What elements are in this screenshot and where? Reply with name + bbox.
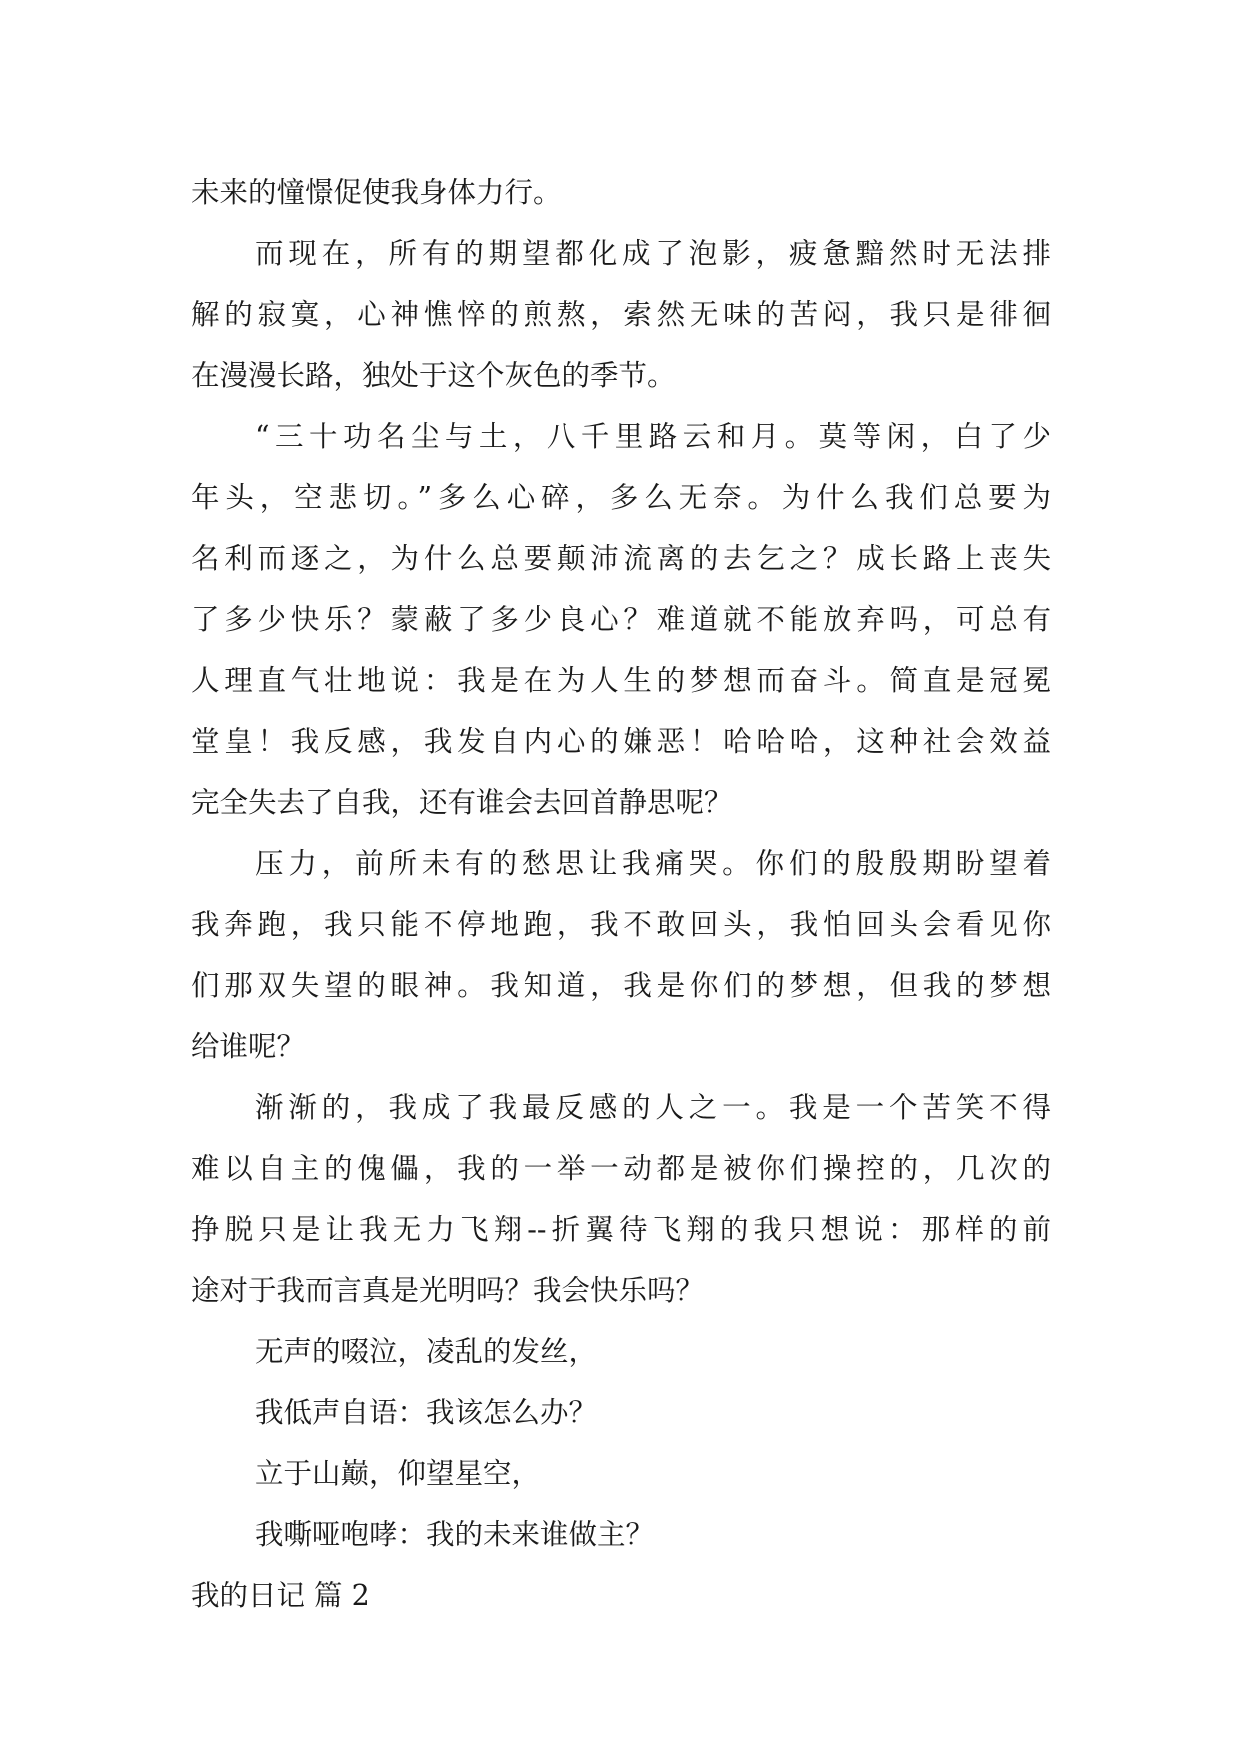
text-line: 难以自主的傀儡，我的一举一动都是被你们操控的，几次的 — [191, 1152, 1051, 1185]
paragraph — [191, 833, 1051, 1077]
text-line: 堂皇！我反感，我发自内心的嫌恶！哈哈哈，这种社会效益 — [191, 725, 1051, 758]
text-line: 们那双失望的眼神。我知道，我是你们的梦想，但我的梦想 — [191, 969, 1051, 1002]
text-line: 而现在，所有的期望都化成了泡影，疲惫黯然时无法排 — [255, 237, 1051, 270]
poem-line: 我低声自语：我该怎么办？ — [255, 1396, 598, 1429]
poem-line: 我嘶哑咆哮：我的未来谁做主？ — [255, 1518, 655, 1551]
document-page — [191, 162, 1051, 1626]
poem-line: 立于山巅，仰望星空， — [255, 1457, 541, 1490]
text-line: “三十功名尘与土，八千里路云和月。莫等闲，白了少 — [255, 420, 1051, 453]
paragraph — [191, 1077, 1051, 1321]
text-line: 人理直气壮地说：我是在为人生的梦想而奋斗。简直是冠冕 — [191, 664, 1051, 697]
text-line: 在漫漫长路，独处于这个灰色的季节。 — [191, 359, 676, 392]
text-line: 我奔跑，我只能不停地跑，我不敢回头，我怕回头会看见你 — [191, 908, 1051, 941]
text-line: 未来的憧憬促使我身体力行。 — [191, 176, 562, 209]
text-line: 名利而逐之，为什么总要颠沛流离的去乞之？成长路上丧失 — [191, 542, 1051, 575]
poem-line: 无声的啜泣，凌乱的发丝， — [255, 1335, 598, 1368]
text-line: 压力，前所未有的愁思让我痛哭。你们的殷殷期盼望着 — [255, 847, 1051, 880]
text-line: 途对于我而言真是光明吗？我会快乐吗？ — [191, 1274, 705, 1307]
paragraph — [191, 223, 1051, 406]
poem-block — [191, 1321, 1051, 1565]
paragraph — [191, 406, 1051, 833]
text-line: 解的寂寞，心神憔悴的煎熬，索然无味的苦闷，我只是徘徊 — [191, 298, 1051, 331]
text-line: 给谁呢？ — [191, 1030, 306, 1063]
text-line: 了多少快乐？蒙蔽了多少良心？难道就不能放弃吗，可总有 — [191, 603, 1051, 636]
text-line: 挣脱只是让我无力飞翔--折翼待飞翔的我只想说：那样的前 — [191, 1213, 1051, 1246]
section-heading: 我的日记 篇 2 — [191, 1579, 370, 1612]
text-line: 渐渐的，我成了我最反感的人之一。我是一个苦笑不得 — [255, 1091, 1051, 1124]
text-line: 年头，空悲切。”多么心碎，多么无奈。为什么我们总要为 — [191, 481, 1051, 514]
text-line: 完全失去了自我，还有谁会去回首静思呢？ — [191, 786, 733, 819]
paragraph — [191, 162, 1051, 223]
